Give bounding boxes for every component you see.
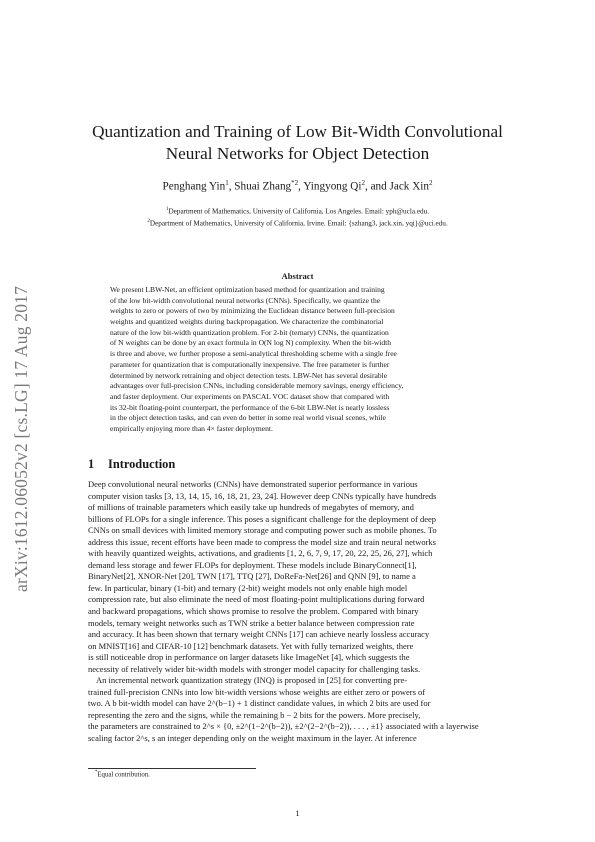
body-line: billions of FLOPs for a single inference. This poses a significant challenge for the deployment of deep: [88, 513, 437, 524]
author-list: [60, 176, 535, 194]
author-separator: ,: [298, 180, 304, 193]
abstract-line: its 32-bit floating-point counterpart, the performance of the 6-bit LBW-Net is nearly lossless: [110, 402, 390, 412]
body-line: An incremental network quantization strategy (INQ) is proposed in [25] for converting pre-: [88, 675, 408, 686]
body-line: models, ternary weight networks such as TWN strike a better balance between compression rate: [88, 617, 415, 628]
abstract-line: is three and above, we further propose a semi-analytical thresholding scheme with a single free: [110, 349, 397, 359]
affiliation-line: [60, 205, 535, 217]
body-line: compression rate, but also eliminate the need of most floating-point multiplications during forward: [88, 594, 425, 605]
author-mark: 2: [428, 179, 433, 187]
paper-title: [60, 121, 535, 165]
body-line: is still noticeable drop in performance on larger datasets like ImageNet [4], which suggests the: [88, 652, 410, 663]
body-line: computer vision tasks [3, 13, 14, 15, 16, 18, 21, 23, 24]. However deep CNNs typically have hundreds: [88, 490, 437, 501]
body-line: the parameters are constrained to 2^s × {0, ±2^(1−2^(b−2)), ±2^(2−2^(b−2)), . . . , ±1} associated with a layerwise: [88, 721, 479, 732]
body-line: representing the zero and the signs, while the remaining b − 2 bits for the powers. More precisely,: [88, 709, 421, 720]
section-heading: [88, 457, 508, 472]
body-line: address this issue, recent efforts have been made to compress the model size and train neural networks: [88, 536, 436, 547]
body-line: few. In particular, binary (1-bit) and ternary (2-bit) weight models not only enable high model: [88, 582, 408, 593]
body-line: trained full-precision CNNs into low bit-width versions whose weights are either zero or powers of: [88, 686, 426, 697]
abstract-line: of N weights can be done by an exact formula in O(N log N) complexity. When the bit-width: [110, 338, 392, 348]
abstract-line: determined by network retraining and object detection tests. LBW-Net has several desirable: [110, 370, 388, 380]
body-line: necessity of relatively wider bit-width models with stronger model capacity for challenging tasks.: [88, 663, 421, 674]
affiliation-line: [60, 217, 535, 229]
author-mark: *2: [291, 179, 299, 187]
section-body: [88, 479, 508, 745]
section-number: 1: [88, 457, 95, 471]
abstract-line: empirically enjoying more than 4× faster deployment.: [110, 423, 273, 433]
body-line: with heavily quantized weights, activations, and gradients [1, 2, 6, 7, 9, 17, 20, 22, 25, 26, 27], which: [88, 548, 433, 559]
body-line: two. A b bit-width model can have 2^(b−1) + 1 distinct candidate values, in which 2 bits are used for: [88, 698, 431, 709]
author-name: Penghang Yin: [162, 180, 226, 193]
abstract-line: in the object detection tasks, and can even do better in some real world visual scenes, while: [110, 413, 386, 423]
section-title: Introduction: [108, 457, 176, 471]
abstract-line: of the low bit-width convolutional neural networks (CNNs). Specifically, we quantize the: [110, 295, 381, 305]
abstract-line: advantages over full-precision CNNs, including considerable memory savings, energy efficiency,: [110, 381, 404, 391]
author-mark: 2: [361, 179, 365, 187]
body-line: of millions of trainable parameters which easily take up hundreds of megabytes of memory, and: [88, 502, 414, 513]
body-line: and backward propagations, which shows promise to resolve the problem. Compared with binary: [88, 606, 419, 617]
body-line: scaling factor 2^s, s an integer depending only on the weight maximum in the layer. At inference: [88, 733, 417, 744]
body-line: CNNs on small devices with limited memory storage and computing power such as mobile phones. To: [88, 525, 437, 536]
abstract-line: nature of the low bit-width quantization problem. For 2-bit (ternary) CNNs, the quantization: [110, 327, 389, 337]
abstract-heading: Abstract: [281, 271, 314, 281]
abstract-line: weights to zero or powers of two by minimizing the Euclidean distance between full-precision: [110, 306, 395, 316]
body-line: and accuracy. It has been shown that ternary weight CNNs [17] can achieve nearly lossless accuracy: [88, 629, 430, 640]
arxiv-stamp: arXiv:1612.06052v2 [cs.LG] 17 Aug 2017: [11, 285, 31, 592]
affiliations: [60, 205, 535, 229]
author-separator: , and: [364, 180, 390, 193]
affiliation-mark: 1: [165, 207, 169, 212]
author-name: Shuai Zhang: [234, 180, 292, 193]
body-line: Deep convolutional neural networks (CNNs) have demonstrated superior performance in various: [88, 479, 418, 489]
page-number: 1: [295, 808, 300, 818]
footnote-rule: [88, 768, 256, 769]
abstract-line: parameter for quantization that is computationally inexpensive. The free parameter is further: [110, 359, 390, 369]
affiliation-text: Department of Mathematics, University of California, Irvine. Email: {szhang3, jack.xin, yqi}@uci.edu.: [149, 219, 448, 228]
author-separator: ,: [228, 180, 235, 193]
author-mark: 1: [225, 179, 229, 187]
author-name: Jack Xin: [389, 180, 429, 193]
footnote-text: Equal contribution.: [97, 771, 150, 779]
abstract-line: We present LBW-Net, an efficient optimization based method for quantization and training: [110, 285, 385, 294]
affiliation-text: Department of Mathematics, University of California, Los Angeles. Email: yph@ucla.edu.: [168, 207, 429, 216]
affiliation-mark: 2: [147, 218, 150, 224]
title-line: Quantization and Training of Low Bit-Width Convolutional: [92, 122, 503, 141]
footnote: [95, 770, 150, 778]
footnote-mark: *: [95, 770, 98, 775]
abstract-line: weights and quantized weights during backpropagation. We characterize the combinatorial: [110, 317, 384, 327]
body-line: on MNIST[16] and CIFAR-10 [12] benchmark datasets. Yet with fully ternarized weights, there: [88, 640, 414, 651]
abstract-line: and faster deployment. Our experiments on PASCAL VOC dataset show that compared with: [110, 391, 390, 401]
body-line: demand less storage and fewer FLOPs for deployment. These models include BinaryConnect[1],: [88, 559, 417, 570]
title-line: Neural Networks for Object Detection: [165, 144, 430, 163]
author-name: Yingyong Qi: [303, 180, 362, 193]
body-line: BinaryNet[2], XNOR-Net [20], TWN [17], TTQ [27], DoReFa-Net[26] and QNN [9], to name a: [88, 571, 416, 582]
abstract-body: [110, 285, 485, 435]
